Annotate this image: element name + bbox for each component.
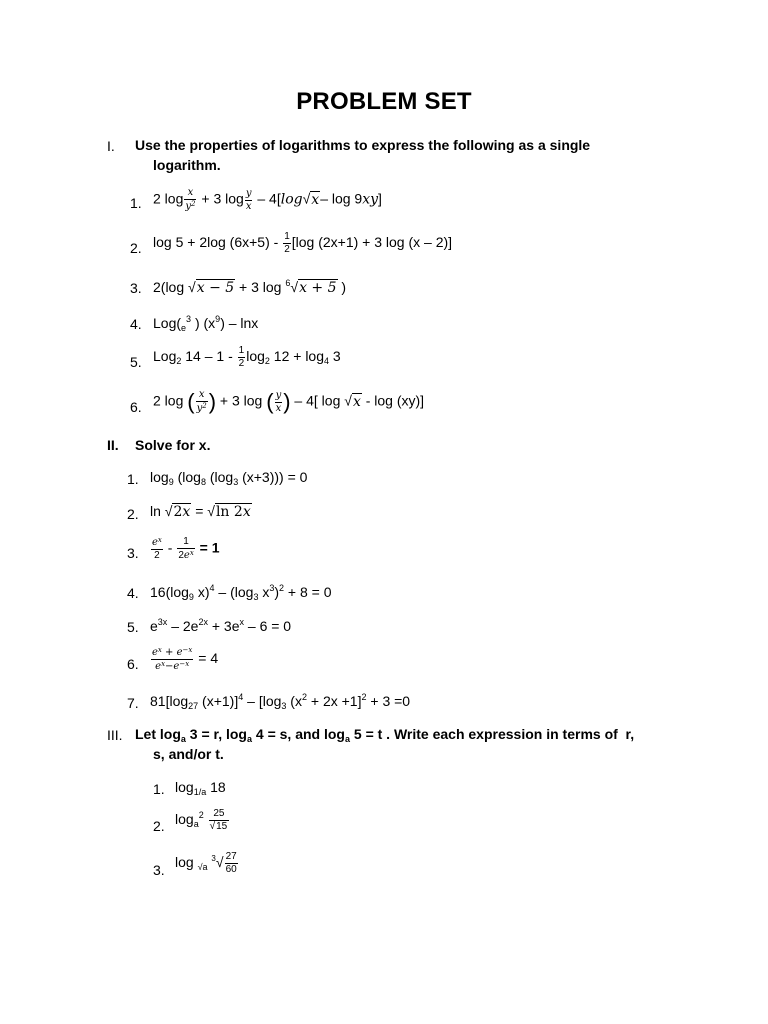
item-number: 1. bbox=[130, 195, 142, 211]
page-title: PROBLEM SET bbox=[296, 88, 472, 115]
problem-expression bbox=[153, 232, 452, 255]
item-number: 4. bbox=[127, 585, 139, 601]
problem-expression: $Log(_e^3$ ) $(x^9)$ – lnx bbox=[153, 314, 259, 333]
expr-part: log 5 + 2log (6x+5) - bbox=[153, 234, 283, 251]
section-number: III. bbox=[107, 727, 123, 743]
problem-expression: $\frac{e^x + e^{-x}}{e^x-e^{-x}}$ = 4 bbox=[152, 646, 219, 672]
item-number: 2. bbox=[130, 240, 142, 256]
item-number: 5. bbox=[127, 619, 139, 635]
fraction-numerator: 1 bbox=[284, 231, 290, 242]
section-instruction-cont: logarithm. bbox=[153, 157, 221, 173]
item-number: 1. bbox=[127, 471, 139, 487]
problem-expression: $e^{3x} - 2e^{2x} + 3e^x - 6 = 0$ bbox=[150, 617, 292, 634]
section-instruction-cont: s, and/or t. bbox=[153, 746, 224, 762]
section-instruction: Let $\log_a 3 = r$, $\log_a 4 = s$, and $\log_a 5 = t$ . Write each expression in terms of r, bbox=[135, 726, 635, 744]
item-number: 3. bbox=[153, 862, 165, 878]
problem-expression: $\log_{1/a} 18$ bbox=[175, 779, 226, 797]
problem-expression: $81[\log_{27}$ $(x+1)]^4 - [\log_3$ $(x^2 + 2x +1]^2 + 3 =0$ bbox=[150, 692, 411, 711]
problem-expression: 2(log √x − 5 + 3 log $^6$√x + 5 ) bbox=[153, 278, 347, 296]
problem-expression: $16(\log_9$ $x)^4 - (\log_3$ $x^3)^2 + 8 = 0$ bbox=[150, 583, 332, 602]
fraction-denominator: 2 bbox=[284, 244, 290, 255]
item-number: 1. bbox=[153, 781, 165, 797]
expr-part: [log (2x+1) + 3 log (x – 2)] bbox=[291, 234, 453, 251]
problem-expression: ln √2x = √ln 2x bbox=[150, 503, 251, 520]
item-number: 3. bbox=[130, 280, 142, 296]
section-number: II. bbox=[107, 437, 119, 453]
section-instruction: Use the properties of logarithms to express the following as a single bbox=[135, 137, 591, 153]
item-number: 7. bbox=[127, 695, 139, 711]
problem-expression: 2 log ( $\frac{x}{y^2}$ ) + 3 log ( $\frac{y}{x}$ ) – 4[ log √x - log (xy)] bbox=[153, 389, 425, 414]
item-number: 5. bbox=[130, 354, 142, 370]
item-number: 6. bbox=[130, 399, 142, 415]
item-number: 6. bbox=[127, 656, 139, 672]
problem-expression: $\log_9 (\log_8$ ($\log_3$ (x+3))) = 0 bbox=[150, 469, 308, 487]
problem-expression: 2 log $\frac{x}{y^2}$ + 3 log $\frac{y}{x}$ – 4[log√x– log 9xy] bbox=[153, 187, 382, 212]
item-number: 2. bbox=[127, 506, 139, 522]
problem-expression: $\log_a^2$ $\frac{25}{√15}$ bbox=[175, 808, 228, 832]
problem-expression: log $_{√a}$ $^3$√ $\frac{27}{60}$ bbox=[175, 851, 237, 875]
problem-expression: $\frac{e^x}{2}$ - $\frac{1}{2e^x}$ = 1 bbox=[152, 536, 220, 561]
item-number: 3. bbox=[127, 545, 139, 561]
problem-expression: Log$_2$ 14 – 1 - $\frac{1}{2}$ $\log_2 12 + \log_4 3$ bbox=[153, 345, 341, 369]
item-number: 4. bbox=[130, 316, 142, 332]
item-number: 2. bbox=[153, 818, 165, 834]
section-number: I. bbox=[107, 138, 115, 154]
section-instruction: Solve for x. bbox=[135, 437, 211, 453]
